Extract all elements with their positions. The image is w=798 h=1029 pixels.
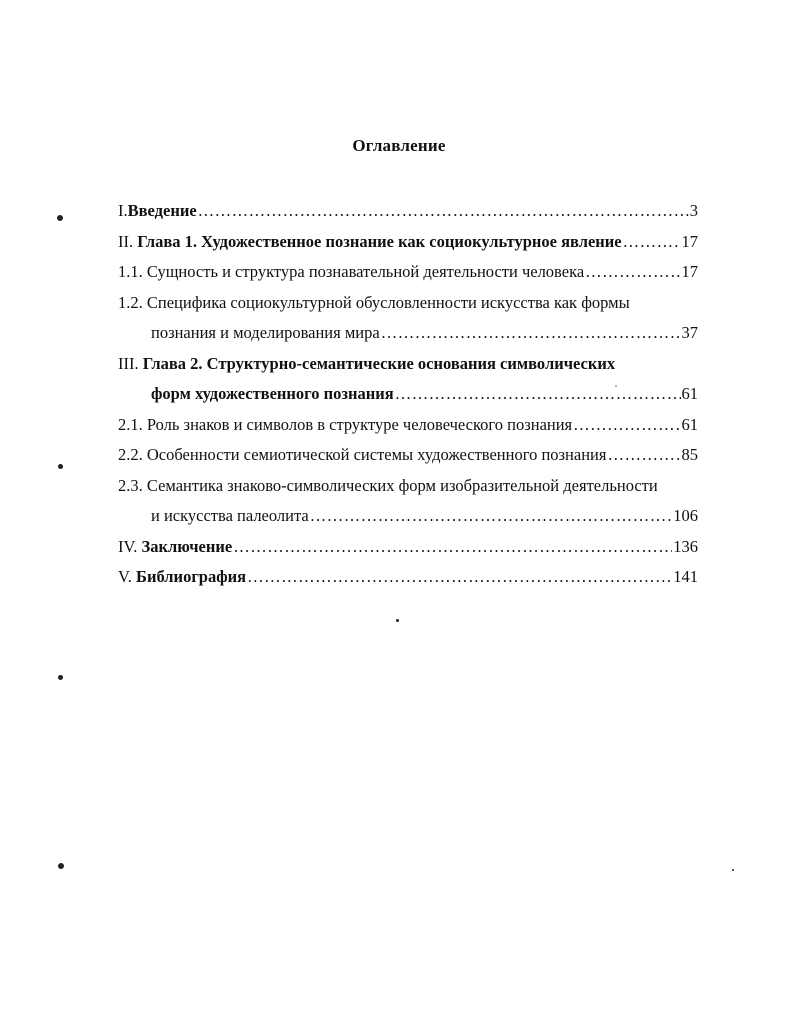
- toc-entry-chapter-2-line-2: [118, 379, 698, 410]
- toc-entry-label-continued: и искусства палеолита: [151, 506, 309, 525]
- toc-entry-number: 2.3.: [118, 475, 143, 495]
- toc-entry-2-3-line-2: [118, 501, 698, 532]
- toc-page-number: 106: [673, 506, 698, 525]
- toc-entry-number: V.: [118, 567, 132, 586]
- toc-page-number: 37: [681, 323, 698, 342]
- toc-entry-label-continued: форм художественного познания: [151, 384, 394, 403]
- toc-entry-1-1: [118, 257, 698, 288]
- toc-page-number: 17: [681, 262, 698, 281]
- scan-speck: [732, 869, 734, 871]
- toc-entry-number: I.: [118, 201, 128, 220]
- dot-leader: [233, 532, 672, 563]
- binding-mark: [58, 863, 64, 869]
- scan-speck: [615, 385, 617, 387]
- binding-mark: [58, 464, 63, 469]
- toc-entry-1-2-line-1: [118, 288, 698, 319]
- toc-page-number: 3: [689, 201, 698, 220]
- toc-entry-number: II.: [118, 231, 134, 251]
- toc-entry-label: Сущность и структура познавательной деятельности человека: [146, 262, 585, 281]
- toc-entry-number: III.: [118, 353, 139, 373]
- dot-leader: [198, 196, 689, 227]
- toc-entry-number: 2.2.: [118, 445, 143, 464]
- dot-leader: [607, 440, 680, 471]
- dot-leader: [585, 257, 680, 288]
- toc-entry-label: Роль знаков и символов в структуре человеческого познания: [146, 414, 573, 434]
- toc-entry-2-3-line-1: [118, 471, 698, 502]
- dot-leader: [247, 562, 672, 593]
- toc-entry-label: Заключение: [141, 536, 233, 556]
- toc-entry-conclusion: [118, 532, 698, 563]
- toc-entry-label: Введение: [127, 201, 197, 220]
- binding-mark: [57, 215, 63, 221]
- toc-page-number: 61: [681, 414, 698, 434]
- toc-entry-2-1: [118, 410, 698, 441]
- toc-entry-number: IV.: [118, 536, 138, 556]
- toc-entry-label: Особенности семиотической системы художественного познания: [146, 445, 607, 464]
- toc-entry-label-continued: познания и моделирования мира: [151, 323, 380, 342]
- page-title: Оглавление: [352, 136, 446, 155]
- dot-leader: [310, 501, 673, 532]
- toc-entry-label: Семантика знаково-символических форм изобразительной деятельности: [146, 475, 658, 495]
- toc-entry-label: Глава 1. Художественное познание как социокультурное явление: [137, 231, 622, 251]
- toc-entry-1-2-line-2: [118, 318, 698, 349]
- toc-entry-2-2: [118, 440, 698, 471]
- toc-entry-introduction: [118, 196, 698, 227]
- toc-entry-number: 2.1.: [118, 414, 143, 434]
- dot-leader: [573, 410, 680, 441]
- toc-page-number: 17: [681, 231, 698, 251]
- binding-mark: [58, 675, 63, 680]
- table-of-contents: [118, 196, 698, 593]
- dot-leader: [395, 379, 681, 410]
- toc-entry-number: 1.1.: [118, 262, 143, 281]
- toc-page-number: 141: [673, 567, 698, 586]
- dot-leader: [381, 318, 681, 349]
- dot-leader: [623, 227, 681, 258]
- scan-speck: [396, 619, 399, 622]
- toc-page-number: 136: [673, 536, 698, 556]
- toc-entry-label: Специфика социокультурной обусловленности искусства как формы: [146, 292, 630, 312]
- toc-entry-label: Глава 2. Структурно-семантические основания символических: [142, 353, 616, 373]
- toc-entry-bibliography: [118, 562, 698, 593]
- toc-entry-chapter-1: [118, 227, 698, 258]
- toc-page-number: 61: [681, 384, 698, 403]
- toc-entry-number: 1.2.: [118, 292, 143, 312]
- toc-entry-chapter-2-line-1: [118, 349, 698, 380]
- toc-entry-label: Библиография: [136, 567, 247, 586]
- toc-page-number: 85: [681, 445, 698, 464]
